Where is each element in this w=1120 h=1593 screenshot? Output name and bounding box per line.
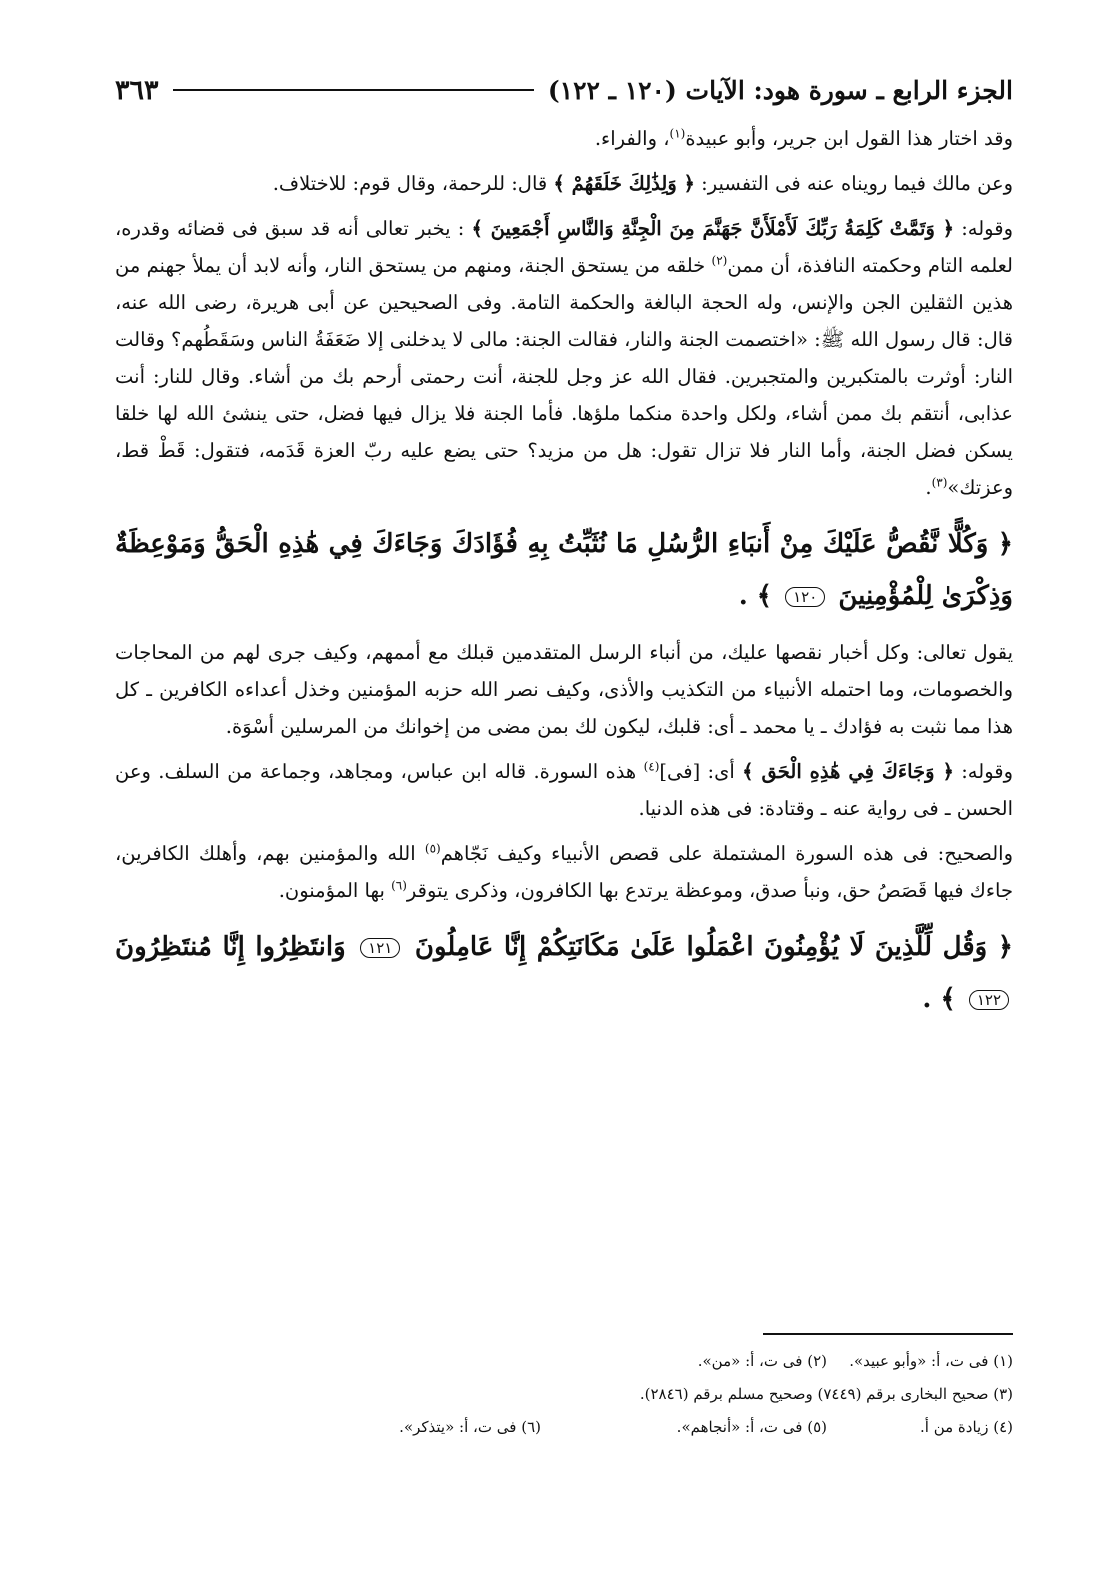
verse-number-badge: ١٢٠: [785, 587, 825, 607]
header-rule: [173, 89, 534, 91]
footnote-5: (٥) فى ت، أ: «أنجاهم».: [676, 1418, 827, 1436]
footnotes: [115, 1345, 1013, 1444]
verse-text: وَانتَظِرُوا إِنَّا مُنتَظِرُونَ: [115, 932, 346, 962]
paragraph-text: خلقه من يستحق الجنة، ومنهم من يستحق النار، وأنه لابد أن يملأ جهنم من هذين الثقلين الجن والإنس، وله الحجة البالغة والحكمة التامة. وفى الصحيحين عن أبى هريرة، رضى الله عنه، قال: قال رسول الله ﷺ: «اختصمت الجنة والنار، فقالت الجنة: مالى لا يدخلنى إلا ضَعَفَةُ الناس وسَقَطُهم؟ وقالت النار: أوثرت بالمتكبرين والمتجبرين. فقال الله عز وجل للجنة، أنت رحمتى أرحم بك من أشاء. وقال للنار: أنت عذابى، أنتقم بك ممن أشاء، ولكل واحدة منكما ملؤها. فأما الجنة فلا يزال فيها فضل، حتى ينشئ الله لها خلقا يسكن فضل الجنة، وأما النار فلا تزال تقول: هل من مزيد؟ حتى يضع عليه ربّ العزة قَدَمه، فتقول: قَطْ قط، وعزتك»: [115, 254, 1013, 499]
footnote-ref: (٢): [711, 253, 728, 268]
paragraph-text: هذه السورة. قاله ابن عباس، ومجاهد، وجماعة من السلف. وعن الحسن ـ فى رواية عنه ـ وقتادة: فى هذه الدنيا.: [115, 760, 1013, 820]
footnote-row: [115, 1378, 1013, 1411]
paragraph-text: وعن مالك فيما رويناه عنه فى التفسير:: [694, 172, 1013, 195]
paragraph-4: [115, 634, 1013, 745]
footnote-row: [115, 1411, 1013, 1444]
paragraph-text: أى: [فى]: [659, 760, 743, 783]
quran-quote: ﴿ وَتَمَّتْ كَلِمَةُ رَبِّكَ لَأَمْلَأَنَّ جَهَنَّمَ مِنَ الْجِنَّةِ وَالنَّاسِ أَجْمَعِينَ ﴾: [471, 217, 955, 240]
footnote-1: (١) فى ت، أ: «وأبو عبيد».: [849, 1352, 1013, 1370]
paragraph-text: يقول تعالى: وكل أخبار نقصها عليك، من أنباء الرسل المتقدمين قبلك مع أممهم، وكيف جرى لهم من المحاجات والخصومات، وما احتمله الأنبياء من التكذيب والأذى، وكيف نصر الله حزبه المؤمنين وخذل أعداءه الكافرين ـ كل هذا مما نثبت به فؤادك ـ يا محمد ـ أى: قلبك، ليكون لك بمن مضى من إخوانك من المرسلين أسْوَة.: [115, 641, 1013, 738]
footnote-row: [115, 1345, 1013, 1378]
verse-end: ﴾ .: [922, 984, 956, 1014]
paragraph-text: وقوله:: [954, 217, 1013, 240]
paragraph-text: وقد اختار هذا القول ابن جرير، وأبو عبيدة: [685, 127, 1013, 150]
footnote-ref: (١): [669, 126, 686, 141]
paragraph-text: : يخبر تعالى أنه قد سبق فى قضائه وقدره، لعلمه التام وحكمته النافذة، أن ممن: [115, 217, 1013, 277]
quran-quote: ﴿ وَجَاءَكَ فِي هَٰذِهِ الْحَق ﴾: [742, 760, 954, 783]
paragraph-text: والصحيح: فى هذه السورة المشتملة على قصص الأنبياء وكيف نَجّاهم: [440, 842, 1013, 865]
paragraph-text: بها المؤمنون.: [278, 879, 392, 902]
footnote-ref: (٣): [931, 475, 948, 490]
paragraph-text: وقوله:: [953, 760, 1014, 783]
verse-number-badge: ١٢٢: [969, 990, 1009, 1010]
paragraph-1: [115, 120, 1013, 157]
footnote-separator: [763, 1333, 1013, 1335]
running-title: الجزء الرابع ـ سورة هود: الآيات (١٢٠ ـ ١٢٢): [547, 75, 1013, 105]
footnote-2: (٢) فى ت، أ: «من».: [697, 1352, 827, 1370]
paragraph-6: [115, 835, 1013, 909]
footnote-3: (٣) صحيح البخارى برقم (٧٤٤٩) وصحيح مسلم برقم (٢٨٤٦).: [639, 1385, 1013, 1403]
verse-end: ﴾ .: [738, 581, 773, 611]
paragraph-text: ، والفراء.: [594, 127, 670, 150]
footnote-ref: (٤): [643, 759, 660, 774]
paragraph-text: الله والمؤمنين بهم، وأهلك الكافرين، جاءك فيها قَصَصُ حق، ونبأ صدق، وموعظة يرتدع بها الكافرون، وذكرى يتوقر: [115, 842, 1013, 902]
verse-text: ﴿ وَقُل لِّلَّذِينَ لَا يُؤْمِنُونَ اعْمَلُوا عَلَىٰ مَكَانَتِكُمْ إِنَّا عَامِلُونَ: [414, 932, 1013, 962]
verse-120: [115, 518, 1013, 622]
verse-text: ﴿ وَكُلًّا نَّقُصُّ عَلَيْكَ مِنْ أَنبَاءِ الرُّسُلِ مَا نُثَبِّتُ بِهِ فُؤَادَكَ وَجَاءَكَ فِي هَٰذِهِ الْحَقُّ وَمَوْعِظَةٌ وَذِكْرَىٰ لِلْمُؤْمِنِينَ: [115, 529, 1013, 611]
footnote-4: (٤) زيادة من أ.: [920, 1418, 1013, 1436]
paragraph-text: قال: للرحمة، وقال قوم: للاختلاف.: [272, 172, 554, 195]
footnote-6: (٦) فى ت، أ: «يتذكر».: [399, 1418, 541, 1436]
page-body: [115, 120, 1013, 1037]
verse-121-122: [115, 921, 1013, 1025]
paragraph-text: .: [925, 476, 932, 499]
page-number: ٣٦٣: [115, 74, 159, 106]
footnote-ref: (٦): [391, 878, 407, 893]
page-header: [115, 70, 1013, 110]
paragraph-3: [115, 210, 1013, 506]
paragraph-2: [115, 165, 1013, 202]
footnote-ref: (٥): [424, 841, 441, 856]
quran-quote: ﴿ وَلِذَٰلِكَ خَلَقَهُمْ ﴾: [553, 172, 695, 195]
verse-number-badge: ١٢١: [360, 938, 400, 958]
paragraph-5: [115, 753, 1013, 827]
